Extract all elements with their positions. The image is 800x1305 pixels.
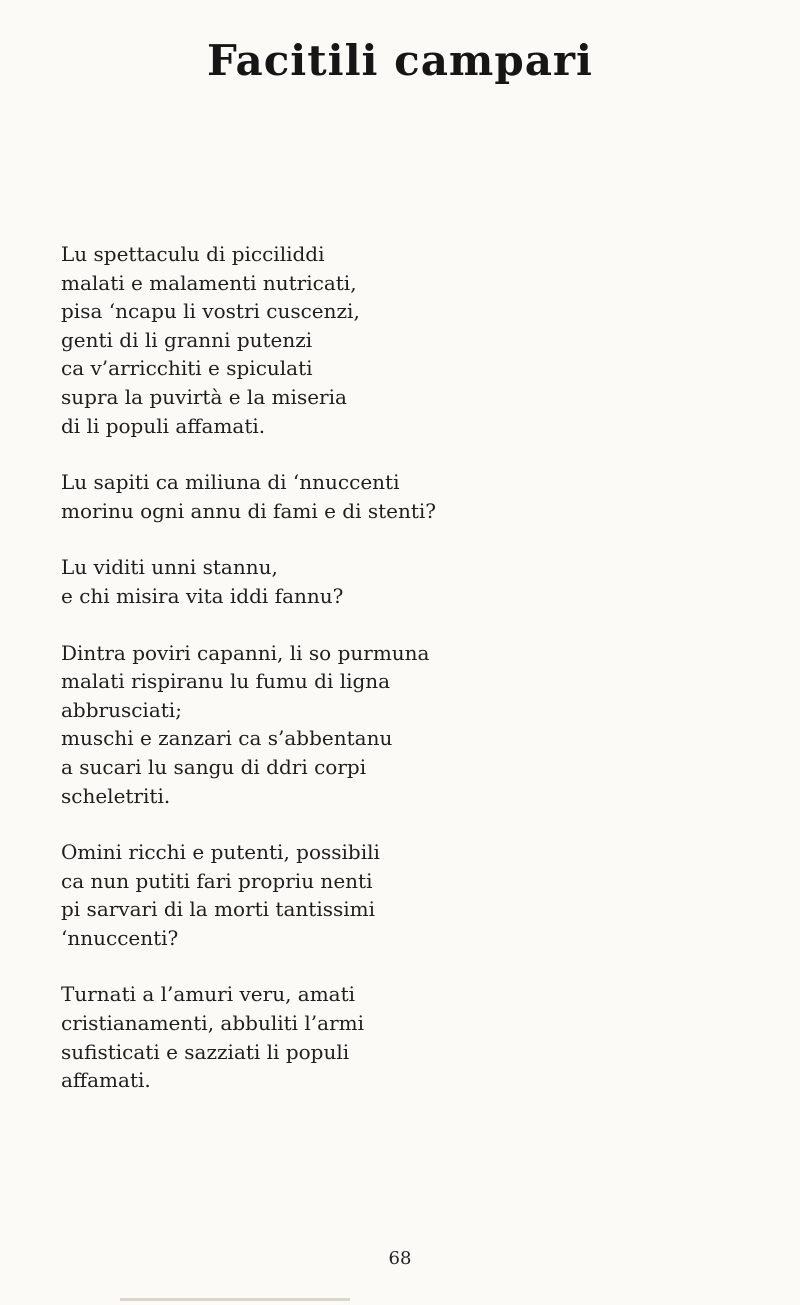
poem-line: ca nun putiti fari propriu nenti: [61, 868, 373, 893]
poem-line: e chi misira vita iddi fannu?: [61, 583, 344, 608]
poem-line: Turnati a l’amuri veru, amati: [61, 982, 356, 1007]
poem-line: affamati.: [61, 1068, 151, 1093]
poem-line: pi sarvari di la morti tantissimi: [61, 897, 375, 922]
poem-line: Lu sapiti ca miliuna di ‘nnuccenti: [61, 470, 400, 495]
poem-line: malati e malamenti nutricati,: [61, 270, 357, 295]
poem-line: ca v’arricchiti e spiculati: [61, 356, 313, 381]
poem-line: morinu ogni annu di fami e di stenti?: [61, 498, 437, 523]
poem-line: supra la puvirtà e la miseria: [61, 384, 347, 409]
stanza: [61, 240, 741, 440]
poem-line: ‘nnuccenti?: [61, 925, 179, 950]
poem-line: sufisticati e sazziati li populi: [61, 1039, 350, 1064]
poem-line: di li populi affamati.: [61, 413, 266, 438]
poem-line: malati rispiranu lu fumu di ligna: [61, 669, 391, 694]
page-number: 68: [388, 1248, 412, 1269]
poem-line: Lu spettaculu di picciliddi: [61, 242, 325, 266]
poem-line: abbrusciati;: [61, 697, 182, 722]
poem-title: Facitili campari: [206, 36, 594, 85]
poem-line: pisa ‘ncapu li vostri cuscenzi,: [61, 299, 360, 324]
stanza: [61, 468, 741, 525]
stanza: [61, 838, 741, 952]
poem-line: Dintra poviri capanni, li so purmuna: [61, 640, 430, 665]
poem-line: Omini ricchi e putenti, possibili: [61, 840, 380, 865]
poem-line: genti di li granni putenzi: [61, 327, 313, 352]
poem-line: cristianamenti, abbuliti l’armi: [61, 1011, 365, 1036]
poem-body: [61, 240, 741, 1123]
stanza: [61, 553, 741, 610]
poem-line: a sucari lu sangu di ddri corpi: [61, 754, 367, 779]
poem-line: scheletriti.: [61, 783, 171, 808]
stanza: [61, 639, 741, 811]
poem-line: muschi e zanzari ca s’abbentanu: [61, 726, 393, 751]
scan-edge-mark: [120, 1298, 350, 1301]
poem-line: Lu viditi unni stannu,: [61, 555, 278, 580]
stanza: [61, 980, 741, 1094]
